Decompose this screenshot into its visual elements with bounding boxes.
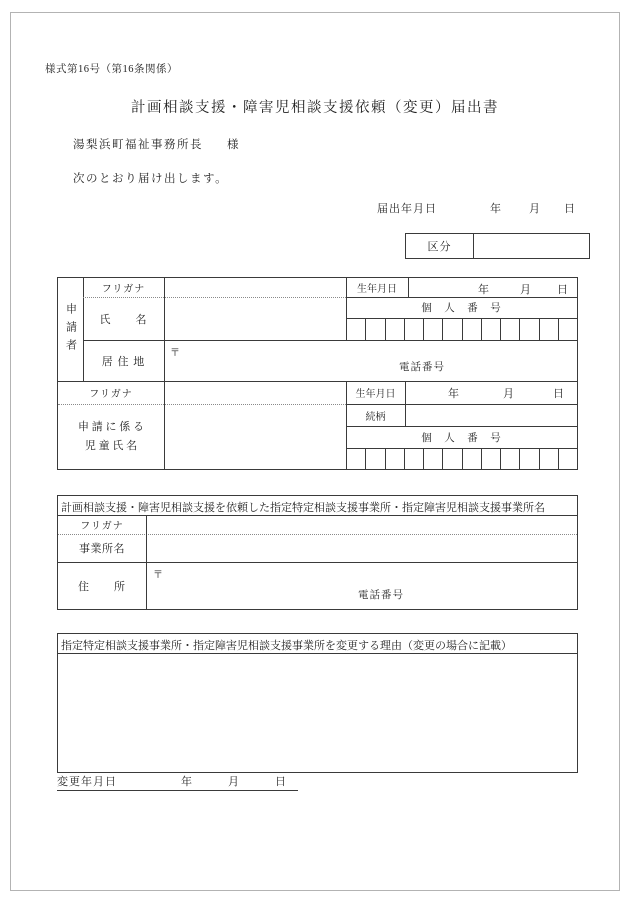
submission-date-day: 日 <box>564 203 576 215</box>
child-personal-number-label: 個 人 番 号 <box>421 432 502 444</box>
applicant-furigana-label: フリガナ <box>101 284 146 295</box>
reason-text-field[interactable] <box>59 654 576 771</box>
applicant-section-label: 申請者 <box>64 302 77 357</box>
applicant-table <box>57 277 578 470</box>
personal-number-cell[interactable] <box>443 319 462 340</box>
child-name-label-line1: 申 請 に 係 る <box>78 420 144 433</box>
category-box <box>405 233 590 259</box>
office-furigana-field[interactable] <box>147 515 577 534</box>
personal-number-cell[interactable] <box>443 449 462 469</box>
child-relationship-field[interactable] <box>406 404 577 426</box>
intro-text: 次のとおり届け出します。 <box>73 173 229 185</box>
personal-number-cell[interactable] <box>520 319 539 340</box>
office-table <box>57 495 578 610</box>
change-date-year: 年 <box>181 776 193 788</box>
applicant-personal-number-cells <box>347 319 577 340</box>
office-table-header: 計画相談支援・障害児相談支援を依頼した指定特定相談支援事業所・指定障害児相談支援事業所名 <box>61 502 545 514</box>
applicant-birthdate-month: 月 <box>520 284 532 296</box>
office-phone-label: 電話番号 <box>358 590 404 601</box>
personal-number-cell[interactable] <box>463 449 482 469</box>
applicant-birthdate-day: 日 <box>557 284 569 296</box>
child-furigana-field[interactable] <box>165 381 346 404</box>
change-date-label: 変更年月日 <box>57 776 117 788</box>
child-furigana-label: フリガナ <box>89 389 133 400</box>
office-postal-mark: 〒 <box>153 570 163 581</box>
change-date-month: 月 <box>228 776 240 788</box>
personal-number-cell[interactable] <box>501 319 520 340</box>
applicant-residence-label: 居 住 地 <box>101 355 146 368</box>
personal-number-cell[interactable] <box>347 319 366 340</box>
child-relationship-label: 続柄 <box>365 411 386 423</box>
personal-number-cell[interactable] <box>482 319 501 340</box>
page-title: 計画相談支援・障害児相談支援依頼（変更）届出書 <box>131 100 499 116</box>
submission-date-label: 届出年月日 <box>377 203 437 215</box>
applicant-name-label: 氏 名 <box>99 313 148 326</box>
addressee-name: 湯梨浜町福祉事務所長 <box>73 139 203 151</box>
child-birthdate-year: 年 <box>448 388 460 400</box>
personal-number-cell[interactable] <box>386 449 405 469</box>
applicant-birthdate-label: 生年月日 <box>357 284 397 295</box>
applicant-name-field[interactable] <box>165 297 346 340</box>
personal-number-cell[interactable] <box>386 319 405 340</box>
submission-date-month: 月 <box>529 203 541 215</box>
category-value-field[interactable] <box>474 234 588 258</box>
change-date-day: 日 <box>275 776 287 788</box>
applicant-phone-label: 電話番号 <box>399 362 445 373</box>
personal-number-cell[interactable] <box>559 449 577 469</box>
applicant-birthdate-field[interactable] <box>409 278 577 297</box>
child-birthdate-day: 日 <box>553 388 565 400</box>
change-date-line <box>57 773 298 791</box>
office-name-field[interactable] <box>147 534 577 562</box>
personal-number-cell[interactable] <box>559 319 577 340</box>
addressee-line <box>73 136 240 152</box>
personal-number-cell[interactable] <box>424 319 443 340</box>
personal-number-cell[interactable] <box>405 319 424 340</box>
personal-number-cell[interactable] <box>482 449 501 469</box>
child-personal-number-cells <box>347 449 577 469</box>
child-name-field[interactable] <box>165 404 346 468</box>
personal-number-cell[interactable] <box>520 449 539 469</box>
applicant-furigana-field[interactable] <box>165 278 346 297</box>
addressee-honorific: 様 <box>227 139 240 151</box>
personal-number-cell[interactable] <box>540 319 559 340</box>
office-furigana-label: フリガナ <box>80 521 124 532</box>
applicant-residence-field[interactable] <box>183 340 577 381</box>
reason-table <box>57 633 578 773</box>
child-birthdate-month: 月 <box>503 388 515 400</box>
office-address-label: 住 所 <box>78 580 126 593</box>
submission-date-year: 年 <box>490 203 502 215</box>
child-birthdate-field[interactable] <box>406 381 577 404</box>
child-birthdate-label: 生年月日 <box>355 389 396 400</box>
form-number: 様式第16号（第16条関係） <box>45 64 178 75</box>
office-name-label: 事業所名 <box>79 543 125 555</box>
personal-number-cell[interactable] <box>405 449 424 469</box>
personal-number-cell[interactable] <box>463 319 482 340</box>
personal-number-cell[interactable] <box>540 449 559 469</box>
applicant-personal-number-label: 個 人 番 号 <box>421 303 502 314</box>
personal-number-cell[interactable] <box>366 449 385 469</box>
submission-date-line <box>0 200 630 218</box>
child-name-label <box>58 404 164 469</box>
personal-number-cell[interactable] <box>366 319 385 340</box>
child-name-label-line2: 児 童 氏 名 <box>84 439 138 452</box>
reason-table-header: 指定特定相談支援事業所・指定障害児相談支援事業所を変更する理由（変更の場合に記載） <box>61 640 512 652</box>
personal-number-cell[interactable] <box>501 449 520 469</box>
applicant-birthdate-year: 年 <box>478 284 490 296</box>
applicant-postal-mark: 〒 <box>170 348 180 359</box>
personal-number-cell[interactable] <box>424 449 443 469</box>
category-label: 区分 <box>427 241 452 253</box>
personal-number-cell[interactable] <box>347 449 366 469</box>
